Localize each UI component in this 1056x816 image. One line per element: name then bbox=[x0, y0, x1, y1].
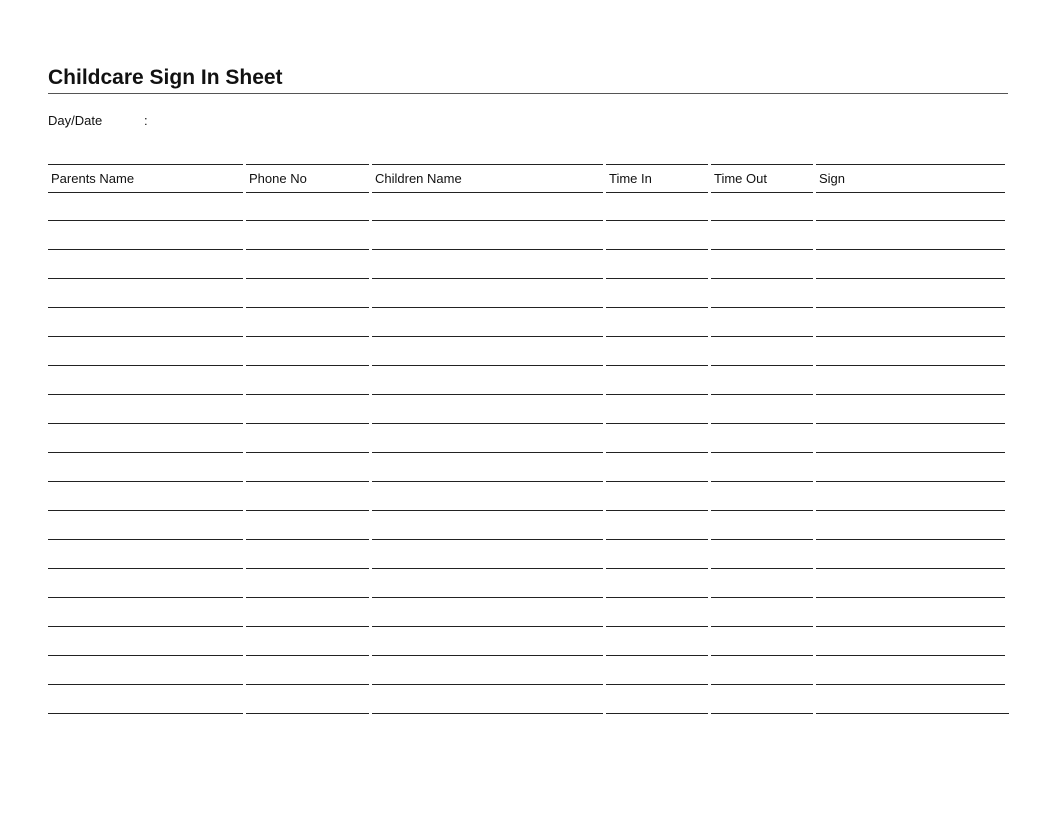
blank-row-line bbox=[816, 280, 1005, 308]
blank-row-line bbox=[372, 309, 603, 337]
blank-row-line bbox=[606, 222, 708, 250]
blank-row-line bbox=[711, 541, 813, 569]
blank-row-line bbox=[606, 396, 708, 424]
blank-row-line bbox=[606, 657, 708, 685]
blank-row-line bbox=[711, 396, 813, 424]
blank-row-line bbox=[372, 251, 603, 279]
blank-row-line bbox=[372, 222, 603, 250]
blank-row-line bbox=[711, 657, 813, 685]
blank-row-line bbox=[246, 338, 369, 366]
blank-row-line bbox=[48, 686, 243, 714]
blank-row-line bbox=[711, 599, 813, 627]
blank-row-line bbox=[711, 367, 813, 395]
blank-row-line bbox=[606, 541, 708, 569]
blank-row-line bbox=[372, 686, 603, 714]
blank-row-line bbox=[246, 251, 369, 279]
blank-row-line bbox=[816, 193, 1005, 221]
blank-row-line bbox=[372, 483, 603, 511]
blank-row-line bbox=[606, 425, 708, 453]
blank-row-line bbox=[246, 396, 369, 424]
blank-row-line bbox=[606, 309, 708, 337]
blank-row-line bbox=[711, 425, 813, 453]
blank-row-line bbox=[711, 193, 813, 221]
blank-row-line bbox=[606, 599, 708, 627]
blank-row-line bbox=[606, 280, 708, 308]
blank-row-line bbox=[48, 280, 243, 308]
blank-row-line bbox=[711, 483, 813, 511]
blank-row-line bbox=[816, 309, 1005, 337]
blank-row-line bbox=[246, 309, 369, 337]
blank-row-line bbox=[606, 251, 708, 279]
blank-row-line bbox=[48, 193, 243, 221]
blank-row-line bbox=[606, 338, 708, 366]
blank-row-line bbox=[816, 454, 1005, 482]
blank-row-line bbox=[816, 599, 1005, 627]
blank-row-line bbox=[606, 628, 708, 656]
blank-row-line bbox=[48, 541, 243, 569]
blank-row-line bbox=[816, 338, 1005, 366]
blank-row-line bbox=[816, 222, 1005, 250]
blank-row-line bbox=[246, 686, 369, 714]
blank-row-line bbox=[816, 570, 1005, 598]
column-header-time-in: Time In bbox=[606, 164, 708, 193]
blank-row-line bbox=[711, 570, 813, 598]
blank-row-line bbox=[48, 222, 243, 250]
blank-row-line bbox=[48, 425, 243, 453]
blank-row-line bbox=[246, 425, 369, 453]
blank-row-line bbox=[48, 570, 243, 598]
blank-row-line bbox=[246, 280, 369, 308]
blank-row-line bbox=[48, 483, 243, 511]
blank-row-line bbox=[246, 541, 369, 569]
blank-row-line bbox=[711, 251, 813, 279]
blank-row-line bbox=[48, 657, 243, 685]
blank-row-line bbox=[711, 222, 813, 250]
date-separator: : bbox=[144, 113, 148, 128]
blank-row-line bbox=[372, 367, 603, 395]
blank-row-line bbox=[816, 367, 1005, 395]
blank-row-line bbox=[606, 483, 708, 511]
blank-row-line bbox=[246, 483, 369, 511]
blank-row-line bbox=[372, 541, 603, 569]
blank-row-line bbox=[246, 570, 369, 598]
blank-row-line bbox=[48, 251, 243, 279]
blank-row-line bbox=[816, 512, 1005, 540]
blank-row-line bbox=[711, 309, 813, 337]
blank-row-line bbox=[372, 338, 603, 366]
blank-row-line bbox=[372, 425, 603, 453]
page-title: Childcare Sign In Sheet bbox=[48, 66, 283, 89]
blank-row-line bbox=[48, 628, 243, 656]
blank-row-line bbox=[606, 454, 708, 482]
blank-row-line bbox=[372, 570, 603, 598]
blank-row-line bbox=[816, 657, 1005, 685]
blank-row-line bbox=[816, 541, 1005, 569]
blank-row-line bbox=[246, 454, 369, 482]
blank-row-line bbox=[246, 367, 369, 395]
blank-row-line bbox=[711, 280, 813, 308]
blank-row-line bbox=[48, 454, 243, 482]
blank-row-line bbox=[606, 193, 708, 221]
blank-row-line bbox=[816, 251, 1005, 279]
blank-row-line bbox=[816, 686, 1009, 714]
blank-row-line bbox=[372, 512, 603, 540]
blank-row-line bbox=[606, 512, 708, 540]
blank-row-line bbox=[816, 396, 1005, 424]
blank-row-line bbox=[606, 570, 708, 598]
blank-row-line bbox=[711, 628, 813, 656]
blank-row-line bbox=[48, 367, 243, 395]
blank-row-line bbox=[372, 280, 603, 308]
blank-row-line bbox=[606, 686, 708, 714]
blank-row-line bbox=[711, 512, 813, 540]
blank-row-line bbox=[372, 396, 603, 424]
blank-row-line bbox=[816, 425, 1005, 453]
blank-row-line bbox=[48, 396, 243, 424]
blank-row-line bbox=[246, 193, 369, 221]
blank-row-line bbox=[246, 599, 369, 627]
blank-row-line bbox=[816, 483, 1005, 511]
column-header-parents-name: Parents Name bbox=[48, 164, 243, 193]
column-header-sign: Sign bbox=[816, 164, 1005, 193]
column-header-children-name: Children Name bbox=[372, 164, 603, 193]
date-label: Day/Date bbox=[48, 113, 103, 128]
blank-row-line bbox=[711, 454, 813, 482]
blank-row-line bbox=[246, 512, 369, 540]
blank-row-line bbox=[606, 367, 708, 395]
blank-row-line bbox=[48, 338, 243, 366]
blank-row-line bbox=[372, 599, 603, 627]
blank-row-line bbox=[246, 628, 369, 656]
blank-row-line bbox=[372, 454, 603, 482]
blank-row-line bbox=[711, 686, 813, 714]
blank-row-line bbox=[372, 193, 603, 221]
blank-row-line bbox=[816, 628, 1005, 656]
blank-row-line bbox=[48, 309, 243, 337]
blank-row-line bbox=[48, 599, 243, 627]
blank-row-line bbox=[246, 222, 369, 250]
blank-row-line bbox=[711, 338, 813, 366]
blank-row-line bbox=[48, 512, 243, 540]
blank-row-line bbox=[372, 628, 603, 656]
blank-row-line bbox=[372, 657, 603, 685]
column-header-time-out: Time Out bbox=[711, 164, 813, 193]
column-header-phone-no: Phone No bbox=[246, 164, 369, 193]
blank-row-line bbox=[246, 657, 369, 685]
